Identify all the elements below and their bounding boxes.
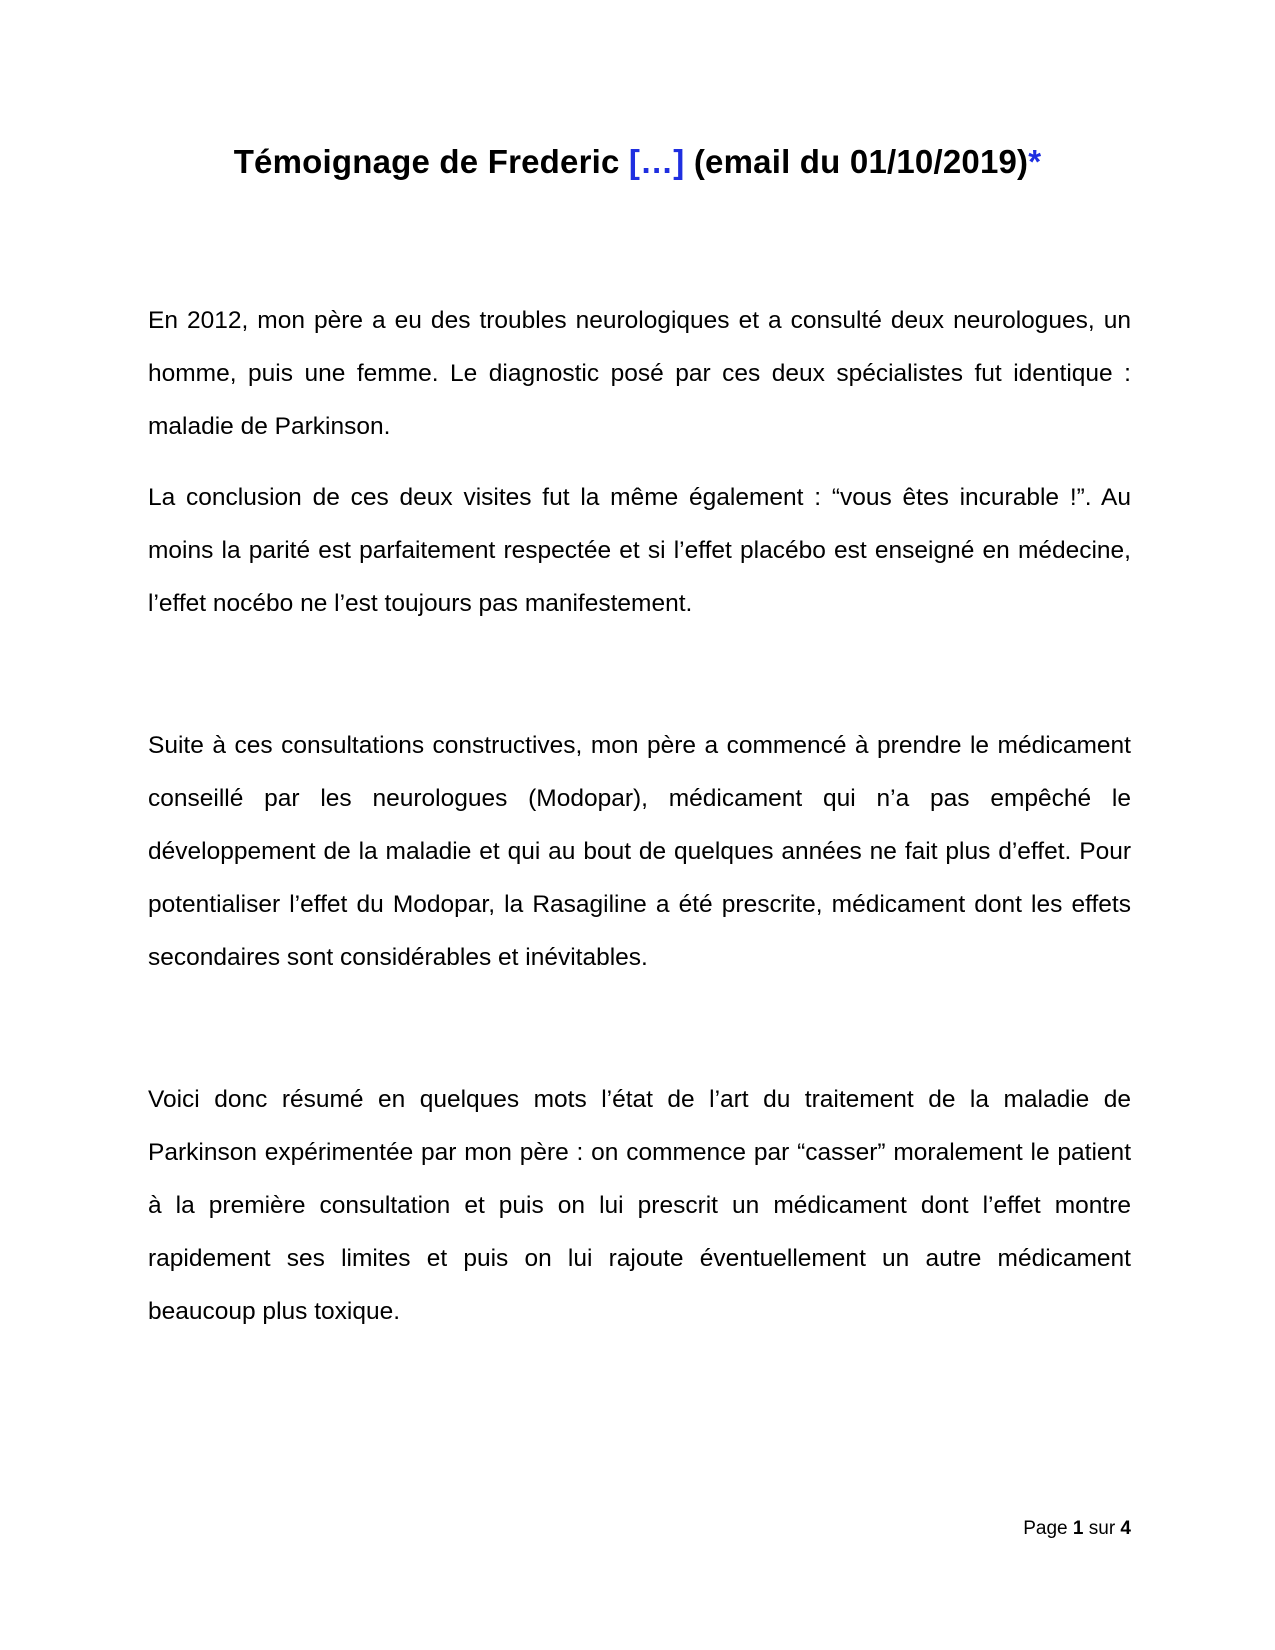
paragraph-summary [148,1073,1131,1338]
footer-total-pages: 4 [1120,1518,1131,1539]
paragraph-medication [148,719,1131,984]
paragraph-diagnosis [148,294,1131,453]
footer-current-page: 1 [1072,1518,1084,1539]
paragraph-conclusion [148,471,1131,630]
paragraph-text: Voici donc résumé en quelques mots l’état de l’art du traitement de la maladie de Parkinson expérimentée par mon père : on commence par “casser” moralement le patient à la première consultation et puis on lui prescrit un médicament dont l’effet montre rapidement ses limites et puis on lui rajoute éventuellement un autre médicament beaucoup plus toxique. [148,1086,1131,1325]
title-email-date: (email du 01/10/2019) [684,143,1029,180]
title-redaction-marker: […] [628,143,685,180]
document-title [0,143,1275,181]
footer-of-label: sur [1083,1518,1121,1539]
paragraph-text: En 2012, mon père a eu des troubles neurologiques et a consulté deux neurologues, un homme, puis une femme. Le diagnostic posé par ces deux spécialistes fut identique : maladie de Parkinson. [148,307,1131,440]
footer-page-label: Page [1023,1518,1073,1539]
paragraph-text: Suite à ces consultations constructives, mon père a commencé à prendre le médicament conseillé par les neurologues (Modopar), médicament qui n’a pas empêché le développement de la maladie et qui au bout de quelques années ne fait plus d’effet. Pour potentialiser l’effet du Modopar, la Rasagiline a été prescrite, médicament dont les effets secondaires sont considérables et inévitables. [148,732,1131,971]
title-asterisk: * [1028,143,1042,180]
title-prefix: Témoignage de Frederic [233,143,629,180]
paragraph-text: La conclusion de ces deux visites fut la même également : “vous êtes incurable !”. Au moins la parité est parfaitement respectée et si l’effet placébo est enseigné en médecine, l’effet nocébo ne l’est toujours pas manifestement. [148,484,1131,617]
page-number-footer [1023,1518,1131,1540]
